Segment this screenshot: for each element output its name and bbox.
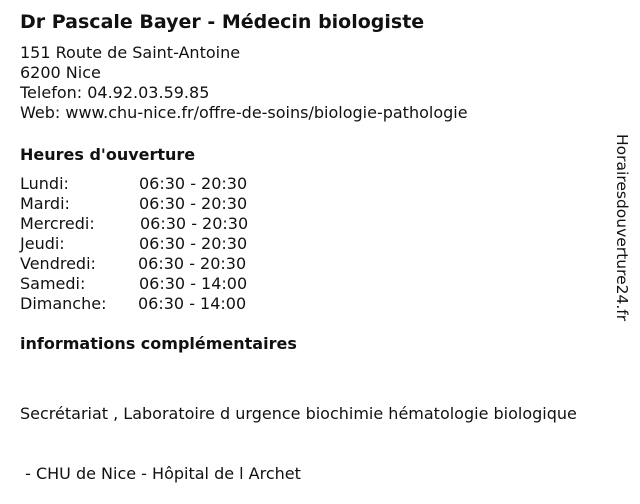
hours-day: Lundi: bbox=[20, 174, 69, 193]
hours-day: Dimanche: bbox=[20, 294, 107, 313]
address-city: 6200 Nice bbox=[20, 63, 101, 82]
info-text bbox=[20, 364, 577, 504]
hours-day: Mardi: bbox=[20, 194, 70, 213]
address-web: Web: www.chu-nice.fr/offre-de-soins/biologie-pathologie bbox=[20, 103, 468, 122]
hours-heading: Heures d'ouverture bbox=[20, 145, 196, 164]
hours-row-wednesday bbox=[20, 214, 280, 234]
opening-hours-table bbox=[20, 174, 280, 314]
address-phone: Telefon: 04.92.03.59.85 bbox=[20, 83, 210, 102]
address-street: 151 Route de Saint-Antoine bbox=[20, 43, 241, 62]
page-title: Dr Pascale Bayer - Médecin biologiste bbox=[20, 11, 425, 33]
hours-day: Jeudi: bbox=[20, 234, 65, 253]
info-line: - CHU de Nice - Hôpital de l Archet bbox=[20, 464, 301, 483]
hours-day: Mercredi: bbox=[20, 214, 95, 233]
hours-day: Samedi: bbox=[20, 274, 86, 293]
hours-time: 06:30 - 20:30 bbox=[140, 214, 249, 233]
hours-time: 06:30 - 20:30 bbox=[138, 254, 247, 273]
hours-row-monday bbox=[20, 174, 280, 194]
hours-time: 06:30 - 20:30 bbox=[139, 234, 248, 253]
hours-row-saturday bbox=[20, 274, 280, 294]
hours-time: 06:30 - 14:00 bbox=[139, 274, 248, 293]
hours-day: Vendredi: bbox=[20, 254, 96, 273]
site-watermark: Horairesdouverture24.fr bbox=[613, 134, 631, 322]
info-heading: informations complémentaires bbox=[20, 334, 297, 353]
info-line: Secrétariat , Laboratoire d urgence biochimie hématologie biologique bbox=[20, 404, 577, 423]
hours-time: 06:30 - 20:30 bbox=[139, 194, 248, 213]
hours-row-tuesday bbox=[20, 194, 280, 214]
hours-time: 06:30 - 20:30 bbox=[139, 174, 248, 193]
address-block bbox=[20, 43, 468, 123]
hours-time: 06:30 - 14:00 bbox=[138, 294, 247, 313]
hours-row-friday bbox=[20, 254, 280, 274]
hours-row-sunday bbox=[20, 294, 280, 314]
hours-row-thursday bbox=[20, 234, 280, 254]
